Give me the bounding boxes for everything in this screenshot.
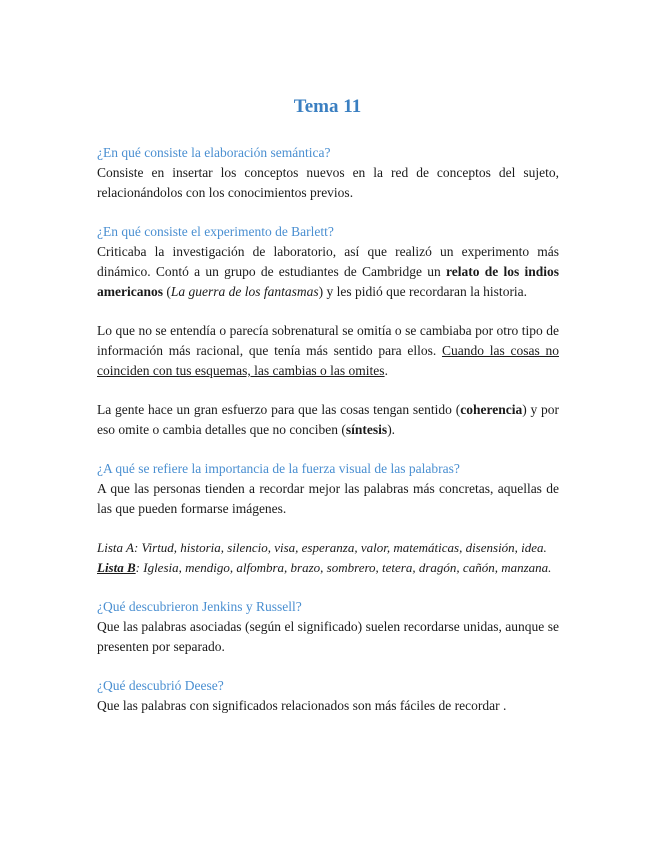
text: Criticaba la investigación de laboratorio, así que realizó un experimento más dinámico. Contó a un grupo de estudiantes de Cambridge un	[97, 244, 559, 279]
question-jenkins-russell: ¿Qué descubrieron Jenkins y Russell?	[97, 599, 302, 614]
answer-barlett-paragraph-1	[97, 242, 559, 302]
text: Lo que no se entendía o parecía sobrenatural se omitía o se cambiaba por otro tipo de información más racional, que tenía más sentido para ellos.	[97, 323, 559, 358]
question-deese: ¿Qué descubrió Deese?	[97, 678, 224, 693]
underlined-label: Lista B	[97, 560, 136, 575]
list-b-items: : Iglesia, mendigo, alfombra, brazo, sombrero, tetera, dragón, cañón, manzana.	[135, 560, 552, 575]
page-title: Tema 11	[293, 96, 362, 117]
italic-text: La guerra de los fantasmas	[170, 284, 319, 299]
question-barlett-experiment: ¿En qué consiste el experimento de Barlett?	[97, 224, 334, 239]
text: ) y les pidió que recordaran la historia.	[318, 284, 528, 299]
text: (	[162, 284, 171, 299]
answer-barlett-paragraph-3	[97, 400, 559, 440]
bold-text: relato de los indios americanos	[97, 264, 559, 299]
bold-text: coherencia	[460, 402, 523, 417]
text: ).	[387, 422, 396, 437]
list-b-label	[97, 560, 136, 575]
answer-semantic-elaboration: Consiste en insertar los conceptos nuevos en la red de conceptos del sujeto, relacionándolos con los conocimientos previos.	[97, 165, 559, 200]
underlined-text: Cuando las cosas no coinciden con tus esquemas, las cambias o las omites	[97, 343, 559, 378]
question-semantic-elaboration: ¿En qué consiste la elaboración semántica?	[97, 145, 331, 160]
text: La gente hace un gran esfuerzo para que las cosas tengan sentido (	[97, 402, 461, 417]
question-visual-force: ¿A qué se refiere la importancia de la fuerza visual de las palabras?	[97, 461, 460, 476]
document-content	[97, 143, 559, 716]
bold-text: síntesis	[345, 422, 388, 437]
answer-visual-force: A que las personas tienden a recordar mejor las palabras más concretas, aquellas de las que pueden formarse imágenes.	[97, 481, 559, 516]
answer-jenkins-russell: Que las palabras asociadas (según el significado) suelen recordarse unidas, aunque se presenten por separado.	[97, 619, 559, 654]
list-a: Lista A: Virtud, historia, silencio, visa, esperanza, valor, matemáticas, disensión, idea.	[97, 540, 547, 555]
answer-deese: Que las palabras con significados relacionados son más fáciles de recordar .	[97, 698, 507, 713]
text: .	[384, 363, 388, 378]
answer-barlett-paragraph-2	[97, 321, 559, 381]
list-b	[97, 558, 559, 578]
text: ) y por eso omite o cambia detalles que no conciben (	[97, 402, 560, 437]
